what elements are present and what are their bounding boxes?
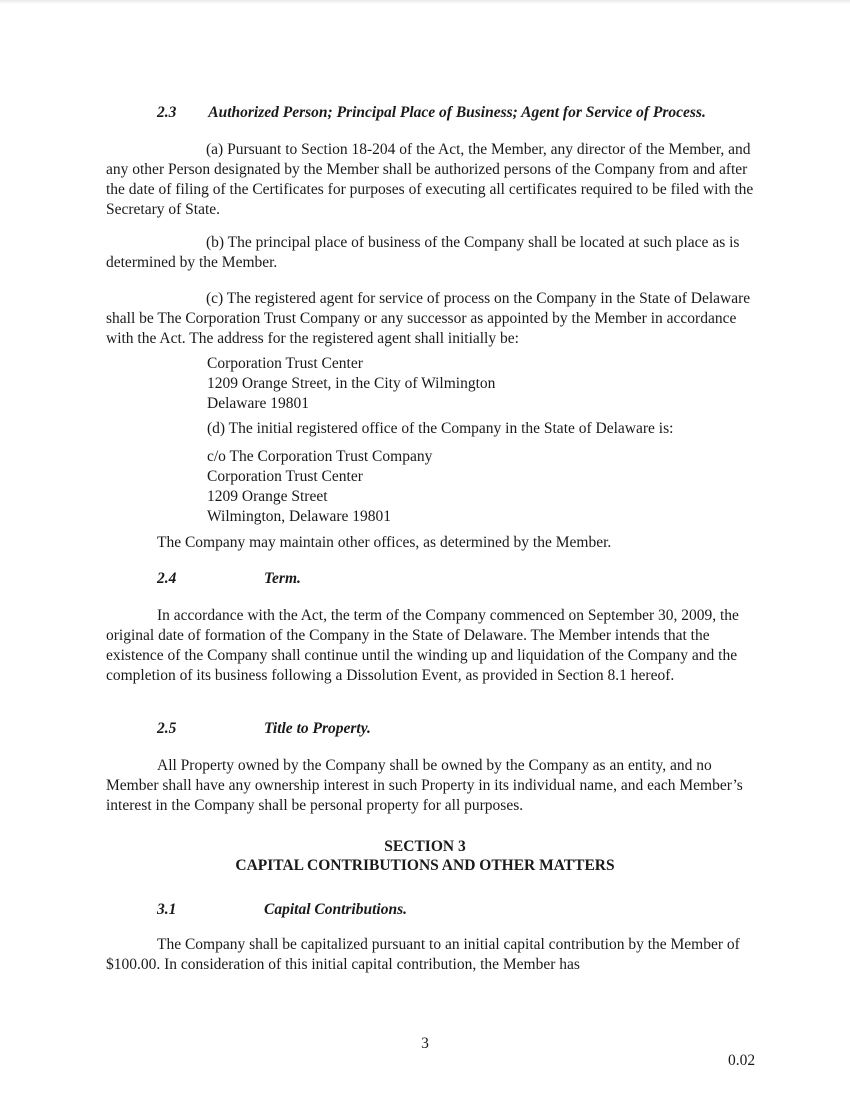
heading-2-4 [157, 570, 301, 588]
paragraph-3-1: The Company shall be capitalized pursuant to an initial capital contribution by the Member of $100.00. In consideration of this initial capital contribution, the Member has [106, 936, 740, 973]
section-3-label: SECTION 3 [384, 838, 466, 855]
heading-3-1-title: Capital Contributions. [264, 901, 407, 918]
agent-address-line: Delaware 19801 [207, 395, 309, 412]
office-address-line: 1209 Orange Street [207, 488, 328, 505]
heading-3-1 [157, 901, 407, 919]
heading-3-1-number: 3.1 [157, 901, 177, 918]
heading-2-5-title: Title to Property. [264, 720, 371, 737]
agent-address-line: 1209 Orange Street, in the City of Wilmington [207, 375, 496, 392]
paragraph-2-3-c: (c) The registered agent for service of process on the Company in the State of Delaware shall be The Corporation Trust Company or any successor as appointed by the Member in accordance with the Act. The address for the registered agent shall initially be: [106, 290, 751, 347]
office-address-line: c/o The Corporation Trust Company [207, 448, 433, 465]
section-3-title: CAPITAL CONTRIBUTIONS AND OTHER MATTERS [235, 857, 615, 874]
office-address [207, 447, 432, 527]
paragraph-2-4: In accordance with the Act, the term of the Company commenced on September 30, 2009, the original date of formation of the Company in the State of Delaware. The Member intends that the existence of the Company shall continue until the winding up and liquidation of the Company and the completion of its business following a Dissolution Event, as provided in Section 8.1 hereof. [106, 607, 739, 684]
heading-2-3-title: Authorized Person; Principal Place of Business; Agent for Service of Process. [208, 104, 706, 121]
heading-2-5-number: 2.5 [157, 720, 177, 737]
page-number: 3 [421, 1035, 429, 1052]
paragraph-2-3-a: (a) Pursuant to Section 18-204 of the Act, the Member, any director of the Member, and any other Person designated by the Member shall be authorized persons of the Company from and after the date of filing of the Certificates for purposes of executing all certificates required to be filed with the Secretary of State. [106, 141, 754, 218]
heading-2-3-number: 2.3 [157, 104, 177, 121]
paragraph-2-3-b: (b) The principal place of business of the Company shall be located at such place as is determined by the Member. [106, 234, 740, 271]
document-code: 0.02 [728, 1052, 756, 1069]
heading-2-4-title: Term. [264, 570, 301, 587]
agent-address-line: Corporation Trust Center [207, 355, 363, 372]
heading-2-5 [157, 720, 371, 738]
office-address-line: Wilmington, Delaware 19801 [207, 508, 392, 525]
heading-2-4-number: 2.4 [157, 570, 177, 587]
paragraph-2-3-d: (d) The initial registered office of the Company in the State of Delaware is: [207, 420, 674, 437]
agent-address [207, 354, 495, 414]
heading-2-3 [157, 104, 706, 122]
other-offices-text: The Company may maintain other offices, as determined by the Member. [157, 534, 612, 551]
scan-edge [0, 0, 850, 4]
office-address-line: Corporation Trust Center [207, 468, 363, 485]
paragraph-2-5: All Property owned by the Company shall be owned by the Company as an entity, and no Member shall have any ownership interest in such Property in its individual name, and each Member’s interest in the Company shall be personal property for all purposes. [106, 757, 743, 814]
